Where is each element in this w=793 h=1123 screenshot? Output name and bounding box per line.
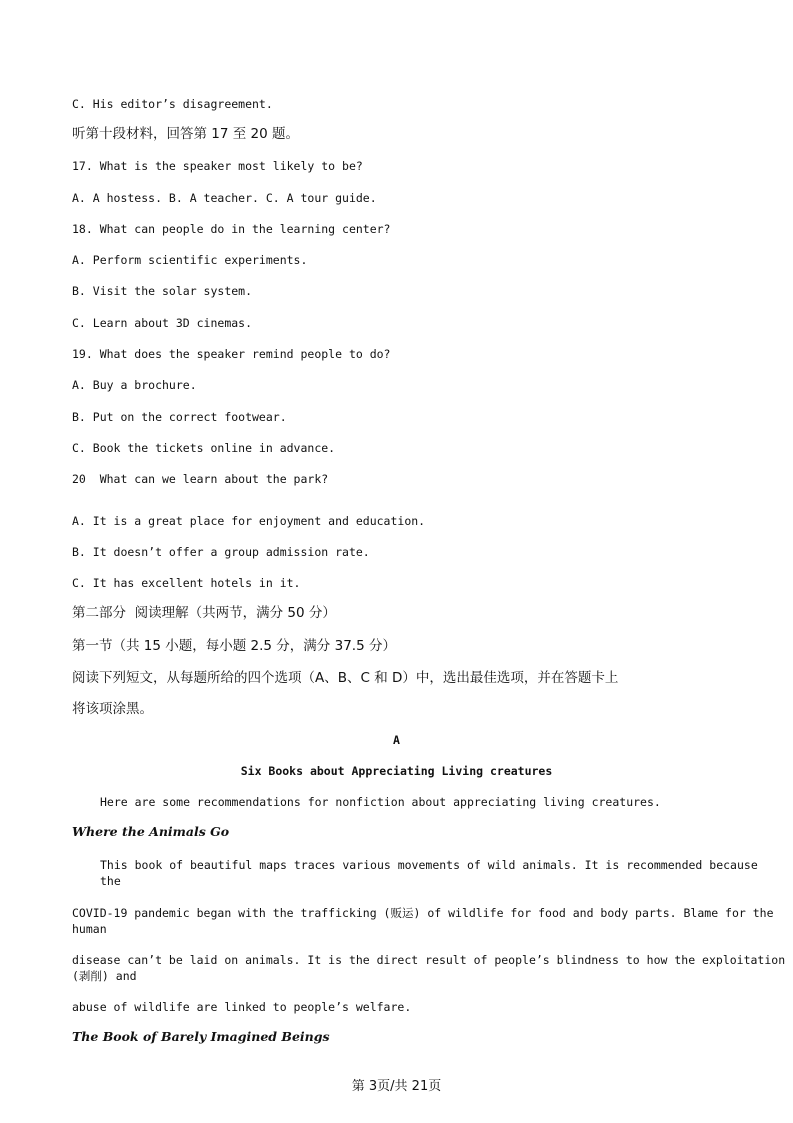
instructions-line-1: 阅读下列短文，从每题所给的四个选项（A、B、C 和 D）中，选出最佳选项，并在答题卡上 [72, 670, 619, 686]
question-17: 17. What is the speaker most likely to be? [72, 159, 363, 173]
page-footer: 第 3页/共 21页 [351, 1079, 442, 1094]
part-2-heading: 第二部分 阅读理解（共两节，满分 50 分） [72, 605, 336, 621]
question-20: 20 What can we learn about the park? [72, 472, 329, 486]
question-19: 19. What does the speaker remind people to do? [72, 347, 391, 361]
question-19-option-c: C. Book the tickets online in advance. [72, 441, 336, 455]
section-heading-material-10: 听第十段材料，回答第 17 至 20 题。 [72, 126, 300, 142]
book-2-title: The Book of Barely Imagined Beings [72, 1029, 330, 1044]
question-18-option-c: C. Learn about 3D cinemas. [72, 316, 253, 330]
book-1-title: Where the Animals Go [72, 824, 230, 839]
book-1-paragraph-4: abuse of wildlife are linked to people’s welfare. [72, 1000, 412, 1014]
question-18-option-b: B. Visit the solar system. [72, 284, 253, 298]
answer-option-c: C. His editor’s disagreement. [72, 97, 273, 111]
passage-title: Six Books about Appreciating Living creatures [240, 764, 553, 778]
book-1-paragraph-2: COVID-19 pandemic began with the trafficking (贩运) of wildlife for food and body parts. Blame for the human [72, 906, 774, 936]
section-1-heading: 第一节（共 15 小题，每小题 2.5 分，满分 37.5 分） [72, 638, 396, 654]
book-1-paragraph-3: disease can’t be laid on animals. It is the direct result of people’s blindness to how the exploitation (剥削) and [72, 953, 786, 983]
question-19-option-a: A. Buy a brochure. [72, 378, 197, 392]
question-17-options: A. A hostess. B. A teacher. C. A tour guide. [72, 191, 377, 205]
passage-intro: Here are some recommendations for nonfiction about appreciating living creatures. [100, 795, 661, 809]
instructions-line-2: 将该项涂黑。 [72, 701, 153, 717]
question-20-option-b: B. It doesn’t offer a group admission rate. [72, 545, 370, 559]
question-19-option-b: B. Put on the correct footwear. [72, 410, 287, 424]
question-20-option-c: C. It has excellent hotels in it. [72, 576, 301, 590]
question-18: 18. What can people do in the learning center? [72, 222, 391, 236]
book-1-paragraph-1: This book of beautiful maps traces various movements of wild animals. It is recommended because the [100, 858, 758, 888]
question-18-option-a: A. Perform scientific experiments. [72, 253, 308, 267]
question-20-option-a: A. It is a great place for enjoyment and education. [72, 514, 426, 528]
passage-label: A [393, 733, 400, 747]
